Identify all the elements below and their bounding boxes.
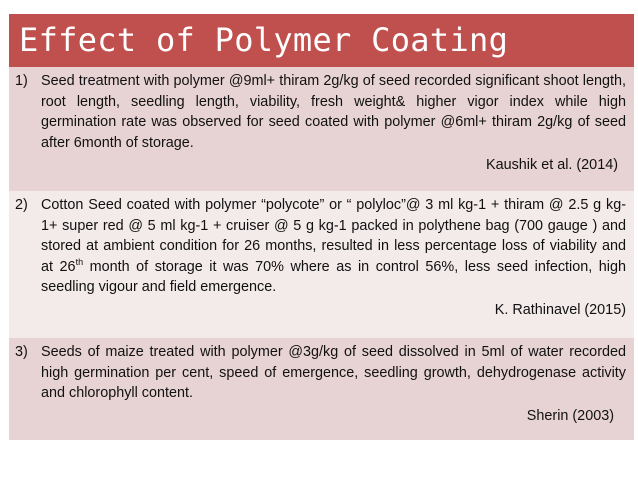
item-text-part: month of storage it was 70% where as in control 56%, less seed infection, high seedling vigour and field emergence. (41, 258, 626, 295)
item-text: Seeds of maize treated with polymer @3g/kg of seed dissolved in 5ml of water recorded high germination per cent, speed of emergence, seedling growth, dehydrogenase activity and chlorophyll content. (41, 344, 626, 401)
item-number: 2) (15, 197, 28, 213)
item-3 (15, 342, 626, 404)
slide-title: Effect of Polymer Coating (19, 21, 509, 59)
item-text: Seed treatment with polymer @9ml+ thiram 2g/kg of seed recorded significant shoot length, root length, seedling length, viability, fresh weight& higher vigor index while high germination rate was observed for seed coated with polymer @6ml+ thiram 2g/kg of seed after 6month of storage. (41, 73, 626, 151)
item-number: 3) (15, 344, 28, 360)
citation: K. Rathinavel (2015) (494, 301, 626, 318)
item-2 (15, 195, 626, 298)
item-text-part: Cotton Seed coated with polymer “polycote” or “ polyloc”@ 3 ml kg-1 + thiram @ 2.5 g kg-1+ super red @ 5 ml kg-1 + cruiser @ 5 g kg-1 packed in polythene bag (700 gauge ) and stored at ambient condition for 26 months, resulted in less percentage loss of viability and at 26 (41, 197, 626, 275)
superscript: th (75, 256, 84, 267)
list-item (9, 338, 634, 440)
item-1 (15, 71, 626, 153)
list-item (9, 191, 634, 338)
title-bar (9, 14, 634, 67)
item-number: 1) (15, 73, 28, 89)
item-text (41, 195, 626, 298)
citation: Kaushik et al. (2014) (486, 157, 618, 173)
list-item (9, 67, 634, 191)
citation: Sherin (2003) (526, 407, 614, 424)
